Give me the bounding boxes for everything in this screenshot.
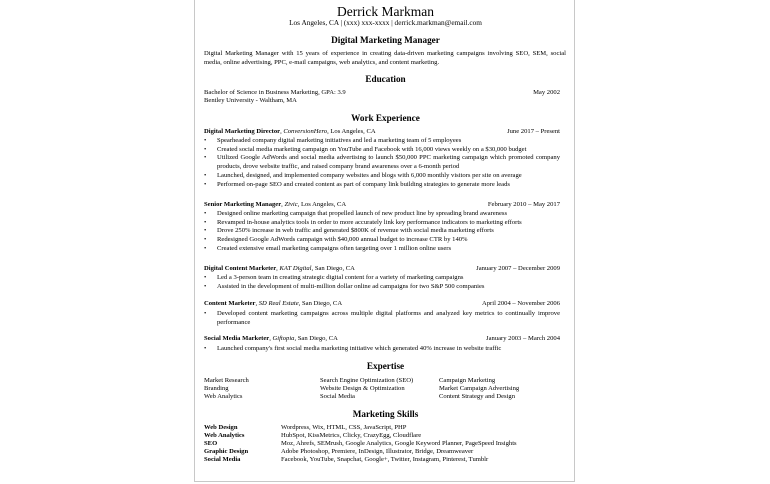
job-company: SD Real Estate	[258, 300, 299, 307]
skills-row	[204, 440, 564, 448]
job-header: Digital Marketing Director, ConversionHero, Los Angeles, CA June 2017 – Present	[204, 128, 560, 135]
skills-table	[204, 424, 564, 464]
skill-value: Wordpress, Wix, HTML, CSS, JavaScript, PHP	[281, 424, 407, 431]
skill-label: SEO	[204, 440, 218, 448]
job-bullets	[204, 137, 560, 189]
skill-value: HubSpot, KissMetrics, Clicky, CrazyEgg, Cloudflare	[281, 432, 422, 440]
skill-value: Moz, Ahrefs, SEMrush, Google Analytics, Google Keyword Planner, PageSpeed Insights	[281, 440, 517, 448]
list-item: • Performed on-page SEO and created content as part of company link building strategies to generate more leads	[204, 181, 560, 190]
job-location: , Los Angeles, CA	[297, 201, 347, 208]
expertise-column	[439, 377, 519, 401]
job-location: , San Diego, CA	[294, 335, 338, 342]
skill-label: Social Media	[204, 456, 241, 464]
list-item: • Created social media marketing campaign on YouTube and Facebook with 16,000 views weekly on a $30,000 budget	[204, 146, 560, 155]
job-title: Digital Content Marketer	[204, 265, 277, 272]
job-title: Content Marketer	[204, 300, 256, 307]
resume-title: Digital Marketing Manager	[331, 35, 440, 45]
job-bullets	[204, 345, 560, 354]
job-header: Social Media Marketer, Giftopia, San Diego, CA January 2003 – March 2004	[204, 335, 560, 342]
list-item: • Drove 250% increase in web traffic and generated $800K of revenue with social media marketing efforts	[204, 227, 560, 236]
job-header: Senior Marketing Manager, Zivic, Los Angeles, CA February 2010 – May 2017	[204, 201, 560, 208]
contact-line: Los Angeles, CA | (xxx) xxx-xxxx | derrick.markman@email.com	[289, 18, 482, 27]
list-item: • Designed online marketing campaign that propelled launch of new product line by spreading brand awareness	[204, 210, 560, 219]
job-dates: January 2007 – December 2009	[476, 265, 560, 272]
expertise-item: Website Design & Optimization	[320, 385, 405, 393]
job-title: Digital Marketing Director	[204, 128, 281, 135]
education-school: Bentley University - Waltham, MA	[204, 97, 297, 104]
job-location: , Los Angeles, CA	[327, 128, 376, 135]
summary-paragraph: Digital Marketing Manager with 15 years of experience in creating data-driven marketing campaigns involving SEO, SEM, social media, online advertising, PPC, e-mail campaigns, web analytics, and content marketing.	[204, 50, 566, 66]
job-header: Digital Content Marketer, KAT Digital, San Diego, CA January 2007 – December 2009	[204, 265, 560, 272]
skills-row	[204, 432, 564, 440]
expertise-item: Search Engine Optimization (SEO)	[320, 377, 414, 384]
education-date: May 2002	[533, 89, 560, 96]
job-dates: February 2010 – May 2017	[487, 201, 560, 208]
job-company: KAT Digital	[279, 265, 312, 272]
education-heading: Education	[365, 74, 406, 84]
skill-label: Web Analytics	[204, 432, 245, 440]
skills-row	[204, 424, 564, 432]
expertise-item: Market Campaign Advertising	[439, 385, 520, 393]
skills-row	[204, 456, 564, 464]
skill-value: Facebook, YouTube, Snapchat, Google+, Twitter, Instagram, Pinterest, Tumblr	[281, 456, 489, 464]
resume-page	[194, 0, 575, 482]
list-item: • Created extensive email marketing campaigns often targeting over 1 million online users	[204, 245, 560, 254]
job-company: Zivic	[284, 201, 298, 208]
list-item: • Developed content marketing campaigns across multiple digital platforms and analyzed key metrics to continually improve performance	[204, 310, 560, 327]
list-item: • Spearheaded company digital marketing initiatives and led a marketing team of 5 employees	[204, 137, 560, 146]
skill-label: Graphic Design	[204, 448, 249, 456]
list-item: • Launched company's first social media marketing initiative which generated 40% increase in website traffic	[204, 345, 560, 354]
expertise-column	[204, 377, 249, 401]
job-bullets	[204, 310, 560, 327]
job-company: ConversionHero	[283, 128, 328, 135]
job-dates: April 2004 – November 2006	[481, 300, 560, 307]
expertise-item: Market Research	[204, 377, 249, 384]
skill-label: Web Design	[204, 424, 238, 431]
job-location: , San Diego, CA	[298, 300, 343, 307]
expertise-column	[320, 377, 413, 401]
skill-value: Adobe Photoshop, Premiere, InDesign, Illustrator, Bridge, Dreamweaver	[281, 448, 474, 456]
job-location: , San Diego, CA	[311, 265, 355, 272]
list-item: • Led a 3-person team in creating strategic digital content for a variety of marketing campaigns	[204, 274, 560, 283]
list-item: • Launched, designed, and implemented company websites and blogs with 6,000 monthly visitors per site on average	[204, 172, 560, 181]
job-dates: June 2017 – Present	[507, 128, 560, 135]
job-dates: January 2003 – March 2004	[486, 335, 560, 342]
expertise-item: Content Strategy and Design	[439, 393, 515, 401]
resume-name: Derrick Markman	[336, 4, 435, 19]
skills-heading: Marketing Skills	[352, 409, 419, 419]
expertise-item: Campaign Marketing	[439, 377, 496, 384]
experience-heading: Work Experience	[351, 113, 420, 123]
expertise-heading: Expertise	[366, 361, 405, 371]
job-bullets	[204, 210, 560, 254]
skills-row	[204, 448, 564, 456]
education-degree: Bachelor of Science in Business Marketing, GPA: 3.9	[204, 89, 346, 96]
expertise-item: Social Media	[320, 393, 355, 401]
expertise-item: Branding	[204, 385, 229, 393]
expertise-item: Web Analytics	[204, 393, 243, 401]
list-item: • Utilized Google AdWords and social media advertising to launch $50,000 PPC marketing campaign which promoted company products, drove website traffic, and raised company brand awareness over a 6-month period	[204, 154, 560, 171]
list-item: • Assisted in the development of multi-million dollar online ad campaigns for two S&P 500 companies	[204, 283, 560, 292]
job-title: Senior Marketing Manager	[204, 201, 282, 208]
list-item: • Revamped in-house analytics tools in order to more accurately link key performance indicators to marketing efforts	[204, 219, 560, 228]
list-item: • Redesigned Google AdWords campaign with $40,000 annual budget to increase CTR by 140%	[204, 236, 560, 245]
job-company: Giftopia	[272, 335, 295, 342]
job-bullets	[204, 274, 560, 291]
job-header: Content Marketer, SD Real Estate, San Diego, CA April 2004 – November 2006	[204, 300, 560, 307]
job-title: Social Media Marketer	[204, 335, 270, 342]
